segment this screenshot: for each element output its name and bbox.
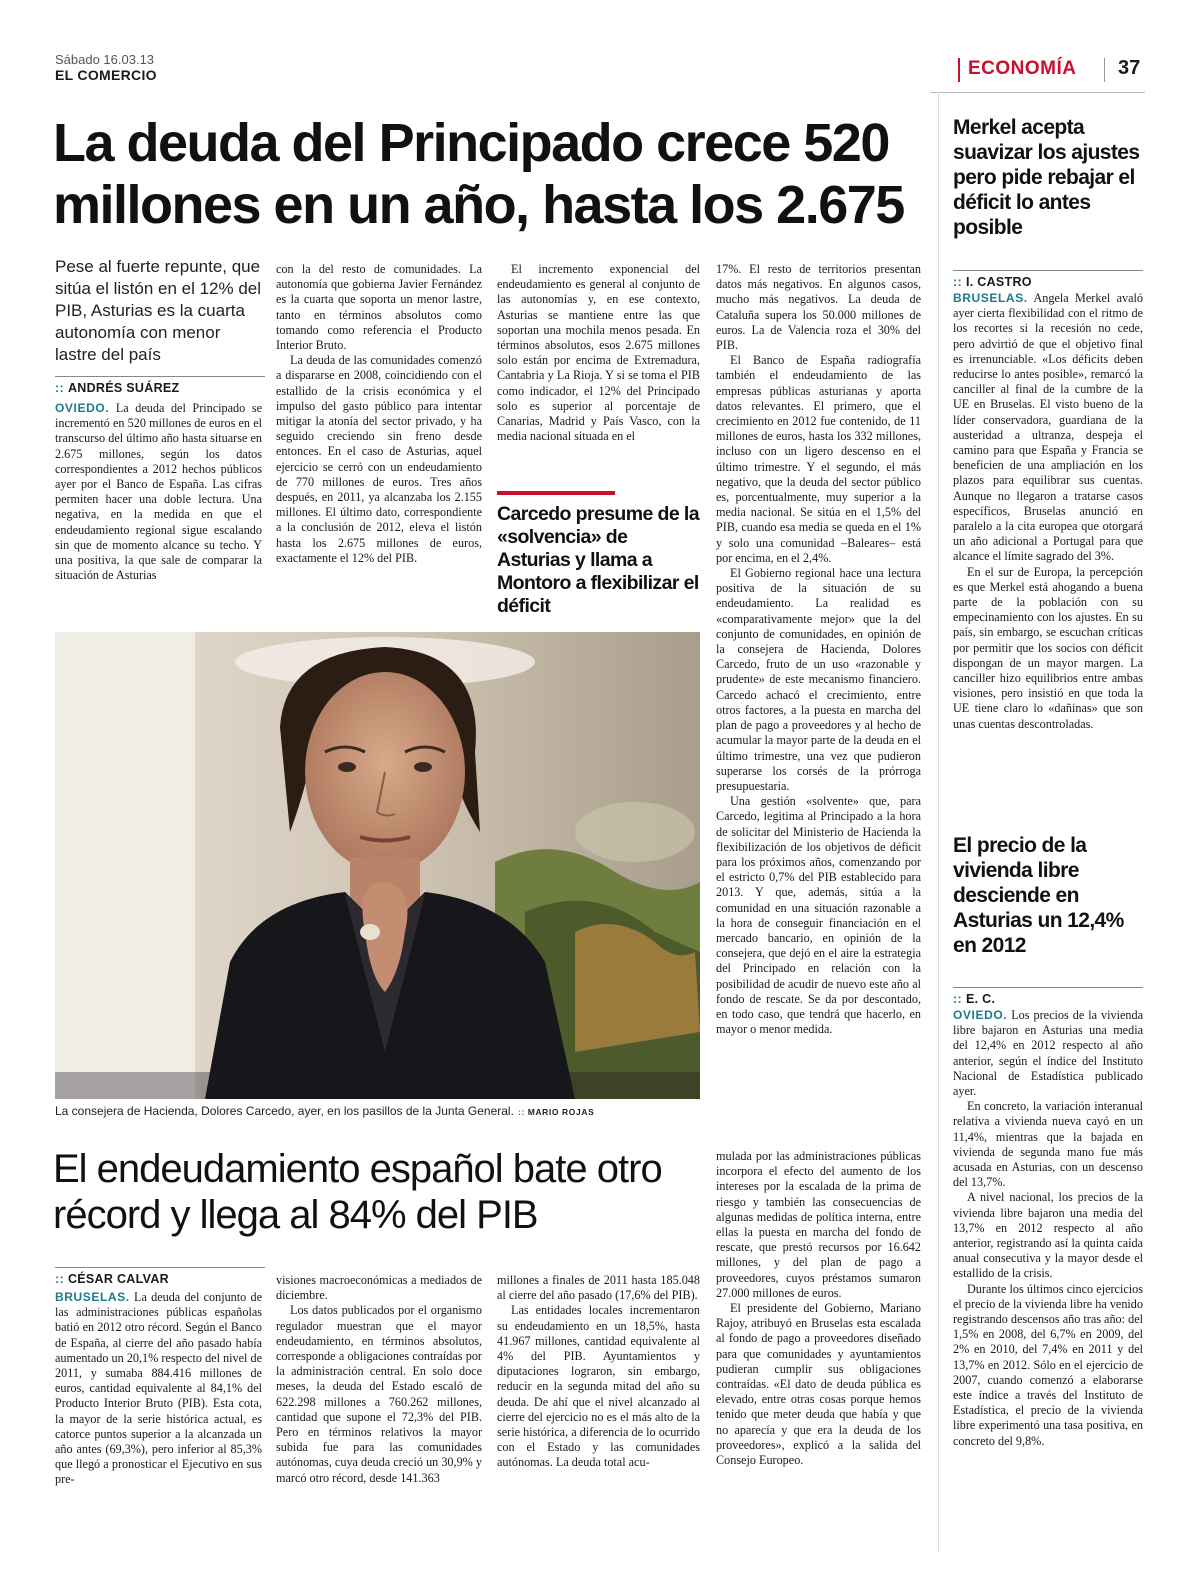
vivienda-paragraph-3: A nivel nacional, los precios de la vivienda libre bajaron una media del 13,7% en 2012 respecto al año anterior, registrando así la quinta caída anual consecutiva y la mayor desde el estallido de la crisis. <box>953 1190 1143 1281</box>
main-lead: Pese al fuerte repunte, que sitúa el listón en el 12% del PIB, Asturias es la cuarta autonomía con menor lastre del país <box>55 257 262 364</box>
merkel-paragraph-2: En el sur de Europa, la percepción es que Merkel está ahogando a buena parte de la población con su empecinamiento con los ajustes. En su país, sin embargo, se escuchan críticas por permitir que los socios con déficit dispongan de un mayor margen. La canciller hizo equilibrios entre ambas visiones, pero insistió en que toda la UE tiene claro lo «dañinas» que son unas cuentas descontroladas. <box>953 564 1143 731</box>
merkel-byline <box>953 270 1143 289</box>
merkel-paragraph-1: Angela Merkel avaló ayer cierta flexibilidad con el ritmo de los recortes si la recesión no cede, pero advirtió de que el objetivo final es irrenunciable. «Los déficits deben reducirse lo antes posible», remarcó la canciller al final de la cumbre de la UE en Bruselas. El visto bueno de la líder conservadora, guardiana de la austeridad a ultranza, despeja el camino para que España y Francia se beneficien de una ampliación en los plazos para equilibrar sus cuentas. Aunque no llegaron a tratarse casos específicos, Bruselas anunció en paralelo a la cita europea que otorgará un año adicional a Portugal para que alcance el límite sagrado del 3%. <box>953 291 1144 564</box>
byline-marker-icon: :: <box>953 275 962 289</box>
header-divider <box>1104 58 1105 82</box>
byline-marker-icon: :: <box>55 1272 64 1286</box>
second-column-2: visiones macroeconómicas a mediados de diciembre. Los datos publicados por el organismo regulador muestran que el mayor endeudamiento, en términos absolutos, corresponde a obligaciones contraídas por la administración central. En solo doce meses, la deuda del Estado escaló de 622.298 millones a 760.262 millones, cantidad que supone el 72,3% del PIB. Pero en términos relativos la mayor subida fue para las comunidades autónomas, cuya deuda creció un 30,9% y marcó otro récord, desde 141.363 <box>276 1273 482 1485</box>
main-column-2: con la del resto de comunidades. La autonomía que gobierna Javier Fernández es la cuarta que soporta un menor lastre, tanto en términos absolutos como tomando como referencia el Producto Interior Bruto. La deuda de las comunidades comenzó a dispararse en 2008, coincidiendo con el estallido de la crisis económica y el impulso del gasto público para intentar mitigar la atonía del sector privado, y ha seguido creciendo sin freno desde entonces. En el caso de Asturias, aquel ejercicio se cerró con un endeudamiento de 770 millones de euros. Tres años después, en 2011, ya alcanzaba los 2.155 millones. El último dato, correspondiente a la conclusión de 2012, eleva el listón hasta los 2.675 millones de euros, exactamente el 12% del PIB. <box>276 262 482 565</box>
column-divider <box>938 92 939 1552</box>
byline-marker-icon: :: <box>55 381 64 395</box>
newspaper-name: EL COMERCIO <box>55 67 157 83</box>
merkel-byline-author: I. CASTRO <box>965 275 1032 289</box>
main-column-3: El incremento exponencial del endeudamiento es general al conjunto de las autonomías y, en ese contexto, Asturias se mantiene entre las que soportan una mochila menos pesada. En términos absolutos, esos 2.675 millones solo están por encima de Extremadura, Cantabria y La Rioja. Y si se toma el PIB como indicador, el 12% del Principado solo es superior al porcentaje de Canarias, Madrid y País Vasco, con la media nacional situada en el <box>497 262 700 444</box>
vivienda-column <box>953 1008 1143 1449</box>
merkel-column <box>953 291 1143 732</box>
photo-credit-name: MARIO ROJAS <box>527 1107 595 1117</box>
second-column-1: BRUSELAS. La deuda del conjunto de las administraciones públicas españolas batió en 2012 otro récord. Según el Banco de España, al cierre del año pasado había aumentado un 20,1% respecto del nivel de 2011, y sumaba 884.416 millones de euros, cantidad equivalente al 84,1% del Producto Interior Bruto (PIB). Esta cota, la mayor de la serie histórica actual, es catorce puntos superior a la alcanzada un año antes (69,3%), pero inferior al 85,3% que llegó a pronosticar el Ejecutivo en sus pre- <box>55 1290 262 1487</box>
main-location: OVIEDO. <box>55 401 110 415</box>
issue-date: Sábado 16.03.13 <box>55 52 155 67</box>
second-byline-author: CÉSAR CALVAR <box>67 1272 169 1286</box>
credit-marker-icon: :: <box>517 1107 528 1117</box>
main-byline-author: ANDRÉS SUÁREZ <box>67 381 180 395</box>
second-headline: El endeudamiento español bate otro récord y llega al 84% del PIB <box>53 1147 662 1237</box>
second-column-3: millones a finales de 2011 hasta 185.048 al cierre del año pasado (17,6% del PIB). Las entidades locales incrementaron su endeudamiento en un 18,5%, hasta 41.967 millones, cantidad equivalente al 4% del PIB. Ayuntamientos y diputaciones lograron, sin embargo, reducir en la segunda mitad del año su deuda. De ahí que el nivel alcanzado al cierre del ejercicio no es el más alto de la serie histórica, a diferencia de lo ocurrido con el Estado y las comunidades autónomas. La deuda total acu- <box>497 1273 700 1470</box>
header-rule <box>930 92 1145 93</box>
second-column-4: mulada por las administraciones públicas incorpora el efecto del aumento de los intereses por la escalada de la prima de riesgo y también las consecuencias de algunas medidas de política interna, entre ellas la puesta en marcha del fondo de rescate, que prestó recursos por 16.642 millones, y del plan de pago a proveedores, cuyos préstamos sumaron 27.000 millones de euros. El presidente del Gobierno, Mariano Rajoy, atribuyó en Bruselas esta escalada al fondo de pago a proveedores diseñado para que comunidades y ayuntamientos pudieran cumplir sus obligaciones contraídas. «El dato de deuda pública es elevado, entre otras cosas porque hemos tenido que meter deuda que había y que no aparecía y que era la deuda de los proveedores», explicó a la salida del Consejo Europeo. <box>716 1149 921 1468</box>
photo-caption-text: La consejera de Hacienda, Dolores Carcedo, ayer, en los pasillos de la Junta General. <box>55 1104 514 1118</box>
main-headline: La deuda del Principado crece 520 millones en un año, hasta los 2.675 <box>53 113 904 235</box>
second-byline <box>55 1267 265 1286</box>
main-byline <box>55 376 265 395</box>
vivienda-paragraph-4: Durante los últimos cinco ejercicios el precio de la vivienda libre ha venido registrando descensos año tras año: del 1,5% en 2008, del 6,7% en 2009, del 2% en 2010, del 7,4% en 2011 y del 13,7% en 2012. Sólo en el ejercicio de 2007, cuando comenzó a elaborarse este índice a través del Instituto de Estadística, el precio de la vivienda libre experimentó una tasa positiva, en concreto del 9,8%. <box>953 1281 1143 1448</box>
merkel-headline: Merkel acepta suavizar los ajustes pero pide rebajar el déficit lo antes posible <box>953 116 1140 239</box>
main-column-4: 17%. El resto de territorios presentan datos más negativos. En algunos casos, mucho más negativos. La deuda de Cataluña supera los 50.000 millones de euros. La de Valencia roza el 30% del PIB. El Banco de España radiografía también el endeudamiento de las empresas públicas asturianas y aporta datos relevantes. El primero, que el crecimiento en 2012 fue contenido, de 11 millones de euros, hasta los 332 millones, incluso con un ligero descenso en el último trimestre. Y el segundo, el más negativo, que la deuda del sector público es, porcentualmente, muy superior a la media nacional. Se sitúa en el 1,5% del PIB, cuando esa media se queda en el 1% y solo una comunidad –Baleares– está por encima, en el 2,4%. El Gobierno regional hace una lectura positiva de la situación de su endeudamiento. La realidad es «comparativamente mejor» que la del conjunto de comunidades, en opinión de la consejera de Hacienda, Dolores Carcedo, fruto de un uso «razonable y prudente» de este mecanismo financiero. Carcedo achacó el crecimiento, entre otros factores, a la puesta en marcha del plan de pago a proveedores y al hecho de acumular la mayor parte de la deuda en el último trimestre, una vez que pudieron superarse los corsés de la prórroga presupuestaria. Una gestión «solvente» que, para Carcedo, legitima al Principado a la hora de solicitar del Ministerio de Hacienda la flexibilización de los objetivos de déficit para los próximos años, comenzando por el estricto 0,7% del PIB establecido para 2013. Y que, además, sitúa a la comunidad en una situación razonable a la hora de conseguir financiación en el mercado bancario, en opinión de la consejera, que dejó en el aire la estrategia del Principado en relación con la posibilidad de acudir de nuevo este año al fondo de rescate. Se da por descontado, en todo caso, que tendrá que hacerlo, en mayor o menor medida. <box>716 262 921 1037</box>
vivienda-byline-author: E. C. <box>965 992 996 1006</box>
byline-marker-icon: :: <box>953 992 962 1006</box>
vivienda-paragraph-1: Los precios de la vivienda libre bajaron en Asturias una media del 12,4% en 2012 respecto al año anterior, según el índice del Instituto Nacional de Estadística publicado ayer. <box>953 1008 1143 1099</box>
second-location: BRUSELAS. <box>55 1290 130 1304</box>
section-marker <box>958 58 960 82</box>
vivienda-headline: El precio de la vivienda libre desciende en Asturias un 12,4% en 2012 <box>953 834 1124 957</box>
section-name: ECONOMÍA <box>968 58 1077 79</box>
news-photo <box>55 632 700 1099</box>
main-subheading: Carcedo presume de la «solvencia» de Asturias y llama a Montoro a flexibilizar el déficit <box>497 503 699 617</box>
photo-illustration <box>55 632 700 1099</box>
subheading-rule <box>497 491 615 495</box>
photo-credit <box>518 1107 594 1117</box>
vivienda-location: OVIEDO. <box>953 1008 1008 1022</box>
vivienda-byline <box>953 987 1143 1006</box>
page-number: 37 <box>1118 57 1141 79</box>
main-column-1: OVIEDO. La deuda del Principado se incrementó en 520 millones de euros en el transcurso del último año hasta situarse en 2.675 millones, según los datos correspondientes a 2012 hechos públicos ayer por el Banco de España. Las cifras permiten hacer una doble lectura. Una negativa, en la medida en que el endeudamiento regional sigue escalando sin que de momento alcance su techo. Y una positiva, la que sale de comparar la situación de Asturias <box>55 401 262 583</box>
photo-caption <box>55 1104 700 1118</box>
merkel-location: BRUSELAS. <box>953 291 1028 305</box>
vivienda-paragraph-2: En concreto, la variación interanual relativa a vivienda nueva cayó en un 11,4%, mientras que la bajada en vivienda de segunda mano fue más acusada en Asturias, con un descenso del 13,7%. <box>953 1099 1143 1190</box>
